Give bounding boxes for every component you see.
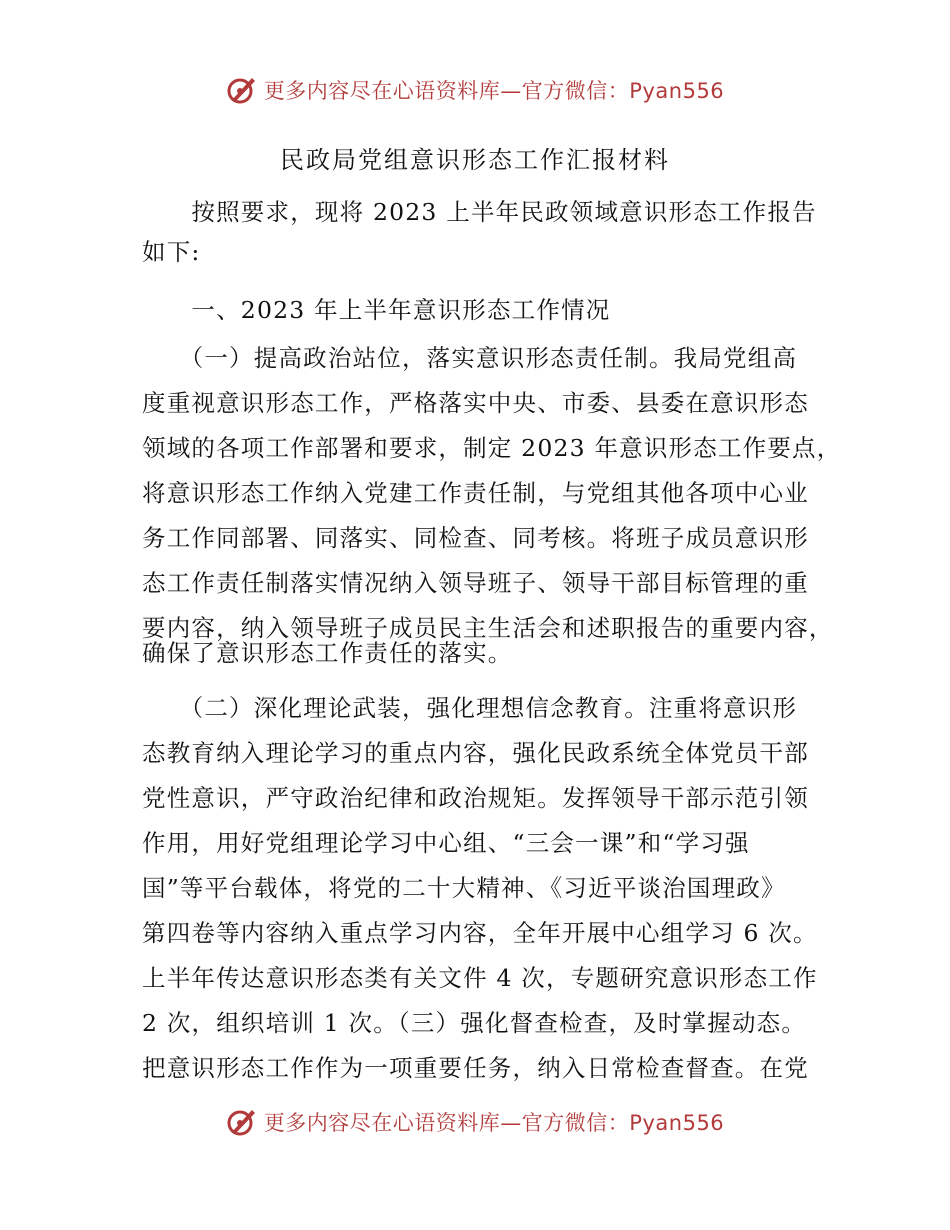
body-line: 上半年传达意识形态类有关文件 4 次，专题研究意识形态工作	[142, 964, 818, 992]
body-line: 第四卷等内容纳入重点学习内容，全年开展中心组学习 6 次。	[142, 919, 818, 947]
quill-logo-icon	[226, 74, 258, 106]
body-line: 度重视意识形态工作，严格落实中央、市委、县委在意识形态	[142, 389, 809, 417]
section-heading: 一、2023 年上半年意识形态工作情况	[142, 296, 611, 324]
body-line: 党性意识，严守政治纪律和政治规矩。发挥领导干部示范引领	[142, 784, 809, 812]
body-line: 作用，用好党组理论学习中心组、“三会一课”和“学习强	[142, 829, 750, 857]
body-line: 要内容，纳入领导班子成员民主生活会和述职报告的重要内容，	[142, 614, 834, 642]
body-line: 按照要求，现将 2023 上半年民政领域意识形态工作报告	[142, 198, 817, 226]
body-line: 务工作同部署、同落实、同检查、同考核。将班子成员意识形	[142, 524, 809, 552]
quill-logo-icon	[226, 1106, 258, 1138]
body-line: 将意识形态工作纳入党建工作责任制，与党组其他各项中心业	[142, 479, 809, 507]
body-line: 态工作责任制落实情况纳入领导班子、领导干部目标管理的重	[142, 569, 809, 597]
body-line: 如下:	[142, 238, 201, 266]
body-line: 领域的各项工作部署和要求，制定 2023 年意识形态工作要点，	[142, 434, 842, 462]
body-line: 2 次，组织培训 1 次。（三）强化督查检查，及时掌握动态。	[142, 1009, 807, 1037]
watermark-text: 更多内容尽在心语资料库—官方微信：Pyan556	[263, 1111, 725, 1135]
body-line: 把意识形态工作作为一项重要任务，纳入日常检查督查。在党	[142, 1054, 809, 1082]
body-line: （二）深化理论武装，强化理想信念教育。注重将意识形	[142, 694, 798, 722]
body-line: 态教育纳入理论学习的重点内容，强化民政系统全体党员干部	[142, 739, 809, 767]
watermark-text: 更多内容尽在心语资料库—官方微信：Pyan556	[263, 79, 725, 103]
body-line: 确保了意识形态工作责任的落实。	[142, 639, 513, 667]
document-title: 民政局党组意识形态工作汇报材料	[280, 146, 670, 174]
watermark-banner-top	[0, 70, 950, 110]
body-line: （一）提高政治站位，落实意识形态责任制。我局党组高	[142, 344, 798, 372]
body-line: 国”等平台载体，将党的二十大精神、《习近平谈治国理政》	[142, 874, 786, 902]
watermark-banner-bottom	[0, 1102, 950, 1142]
